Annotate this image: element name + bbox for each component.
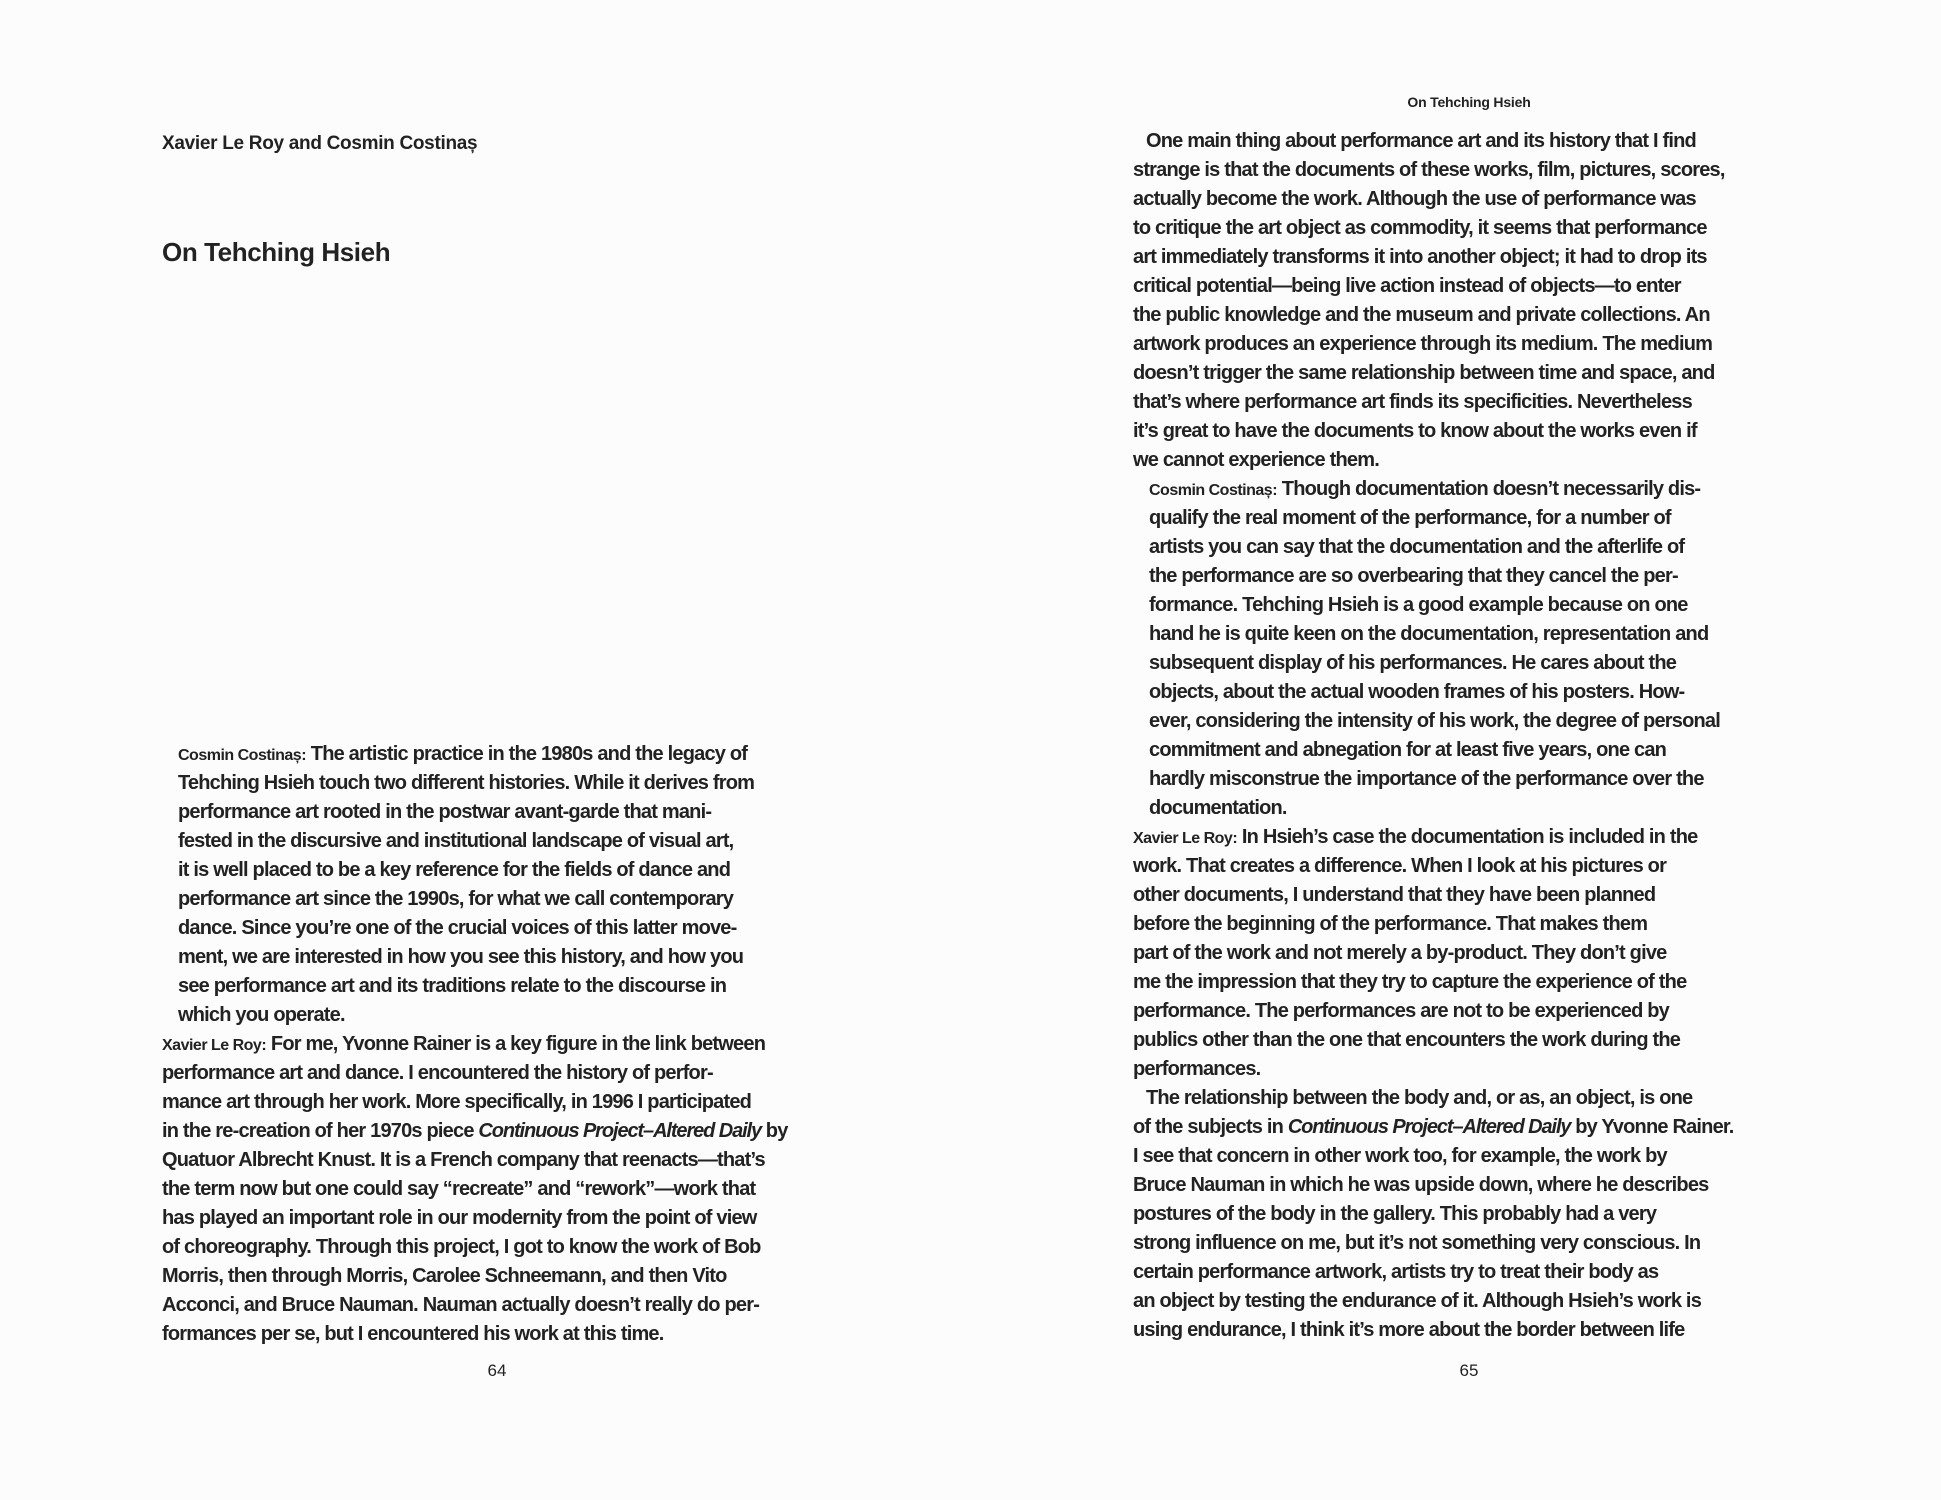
text-line: Quatuor Albrecht Knust. It is a French company that reenacts—that’s [162, 1149, 765, 1171]
text-line: performances. [1133, 1058, 1261, 1080]
text-line: I see that concern in other work too, for example, the work by [1133, 1145, 1667, 1167]
speech-block [178, 740, 852, 1030]
text-line: Xavier Le Roy: For me, Yvonne Rainer is a key figure in the link between [162, 1033, 766, 1055]
text-line: that’s where performance art finds its specificities. Nevertheless [1133, 391, 1692, 413]
speaker-label: Cosmin Costinaș: [178, 747, 307, 764]
text-line: performance. The performances are not to be experienced by [1133, 1000, 1670, 1022]
text-line: dance. Since you’re one of the crucial voices of this latter move- [178, 917, 737, 939]
text-line: actually become the work. Although the use of performance was [1133, 188, 1696, 210]
text-line: documentation. [1149, 797, 1287, 819]
text-line: part of the work and not merely a by-product. They don’t give [1133, 942, 1667, 964]
text-line: formance. Tehching Hsieh is a good example because on one [1149, 594, 1688, 616]
page-title: On Tehching Hsieh [162, 237, 391, 267]
text-line: Cosmin Costinaș: The artistic practice in the 1980s and the legacy of [178, 743, 748, 765]
text-line: to critique the art object as commodity, it seems that performance [1133, 217, 1707, 239]
text-line: art immediately transforms it into another object; it had to drop its [1133, 246, 1707, 268]
page-number-right: 65 [1459, 1361, 1479, 1380]
text-line: ever, considering the intensity of his work, the degree of personal [1149, 710, 1720, 732]
text-line: strong influence on me, but it’s not something very conscious. In [1133, 1232, 1701, 1254]
speech-block [1133, 127, 1825, 475]
text-line: performance art and dance. I encountered the history of perfor- [162, 1062, 713, 1084]
page-number-left: 64 [487, 1361, 507, 1380]
text-line: formances per se, but I encountered his work at this time. [162, 1323, 664, 1345]
text-line: the performance are so overbearing that they cancel the per- [1149, 565, 1678, 587]
text-line: in the re-creation of her 1970s piece Continuous Project–Altered Daily by [162, 1120, 788, 1142]
text-line: critical potential—being live action instead of objects—to enter [1133, 275, 1681, 297]
text-line: the term now but one could say “recreate” and “rework”—work that [162, 1178, 756, 1200]
left-page-body [162, 740, 852, 1349]
text-line: hand he is quite keen on the documentation, representation and [1149, 623, 1709, 645]
speech-block [162, 1030, 852, 1349]
text-line: of the subjects in Continuous Project–Altered Daily by Yvonne Rainer. [1133, 1116, 1734, 1138]
text-line: work. That creates a difference. When I look at his pictures or [1133, 855, 1667, 877]
text-line: publics other than the one that encounters the work during the [1133, 1029, 1681, 1051]
text-line: other documents, I understand that they have been planned [1133, 884, 1656, 906]
text-line: artists you can say that the documentation and the afterlife of [1149, 536, 1685, 558]
text-line: before the beginning of the performance. That makes them [1133, 913, 1648, 935]
text-line: Acconci, and Bruce Nauman. Nauman actually doesn’t really do per- [162, 1294, 760, 1316]
text-line: ment, we are interested in how you see this history, and how you [178, 946, 744, 968]
text-line: the public knowledge and the museum and private collections. An [1133, 304, 1710, 326]
speech-block [1149, 475, 1825, 823]
text-line: The relationship between the body and, or as, an object, is one [1146, 1087, 1693, 1109]
italic-work-title: Continuous Project–Altered Daily [1287, 1116, 1571, 1138]
text-line: of choreography. Through this project, I got to know the work of Bob [162, 1236, 761, 1258]
text-line: an object by testing the endurance of it. Although Hsieh’s work is [1133, 1290, 1702, 1312]
text-line: artwork produces an experience through its medium. The medium [1133, 333, 1713, 355]
text-line: hardly misconstrue the importance of the performance over the [1149, 768, 1704, 790]
text-line: commitment and abnegation for at least five years, one can [1149, 739, 1667, 761]
byline: Xavier Le Roy and Cosmin Costinaș [162, 133, 478, 154]
text-line: strange is that the documents of these works, film, pictures, scores, [1133, 159, 1725, 181]
text-line: which you operate. [178, 1004, 345, 1026]
text-line: postures of the body in the gallery. This probably had a very [1133, 1203, 1657, 1225]
text-line: doesn’t trigger the same relationship between time and space, and [1133, 362, 1715, 384]
speaker-label: Xavier Le Roy: [162, 1037, 267, 1054]
text-line: performance art since the 1990s, for what we call contemporary [178, 888, 734, 910]
text-line: Tehching Hsieh touch two different histories. While it derives from [178, 772, 755, 794]
text-line: Bruce Nauman in which he was upside down, where he describes [1133, 1174, 1709, 1196]
text-line: me the impression that they try to capture the experience of the [1133, 971, 1687, 993]
text-line: mance art through her work. More specifically, in 1996 I participated [162, 1091, 752, 1113]
italic-work-title: Continuous Project–Altered Daily [478, 1120, 762, 1142]
text-line: it is well placed to be a key reference for the fields of dance and [178, 859, 731, 881]
text-line: we cannot experience them. [1133, 449, 1379, 471]
text-line: Xavier Le Roy: In Hsieh’s case the documentation is included in the [1133, 826, 1698, 848]
speech-block [1133, 823, 1825, 1084]
text-line: performance art rooted in the postwar avant-garde that mani- [178, 801, 712, 823]
speech-block [1133, 1084, 1825, 1345]
text-line: fested in the discursive and institutional landscape of visual art, [178, 830, 734, 852]
text-line: certain performance artwork, artists try to treat their body as [1133, 1261, 1659, 1283]
text-line: One main thing about performance art and its history that I find [1146, 130, 1696, 152]
text-line: qualify the real moment of the performance, for a number of [1149, 507, 1671, 529]
text-line: Morris, then through Morris, Carolee Schneemann, and then Vito [162, 1265, 727, 1287]
text-line: objects, about the actual wooden frames of his posters. How- [1149, 681, 1685, 703]
text-line: has played an important role in our modernity from the point of view [162, 1207, 757, 1229]
running-header: On Tehching Hsieh [1407, 94, 1531, 110]
speaker-label: Xavier Le Roy: [1133, 830, 1238, 847]
text-line: see performance art and its traditions relate to the discourse in [178, 975, 727, 997]
text-line: Cosmin Costinaș: Though documentation doesn’t necessarily dis- [1149, 478, 1701, 500]
text-line: subsequent display of his performances. He cares about the [1149, 652, 1677, 674]
right-page-body [1133, 127, 1825, 1345]
text-line: using endurance, I think it’s more about the border between life [1133, 1319, 1685, 1341]
text-line: it’s great to have the documents to know about the works even if [1133, 420, 1697, 442]
speaker-label: Cosmin Costinaș: [1149, 482, 1278, 499]
